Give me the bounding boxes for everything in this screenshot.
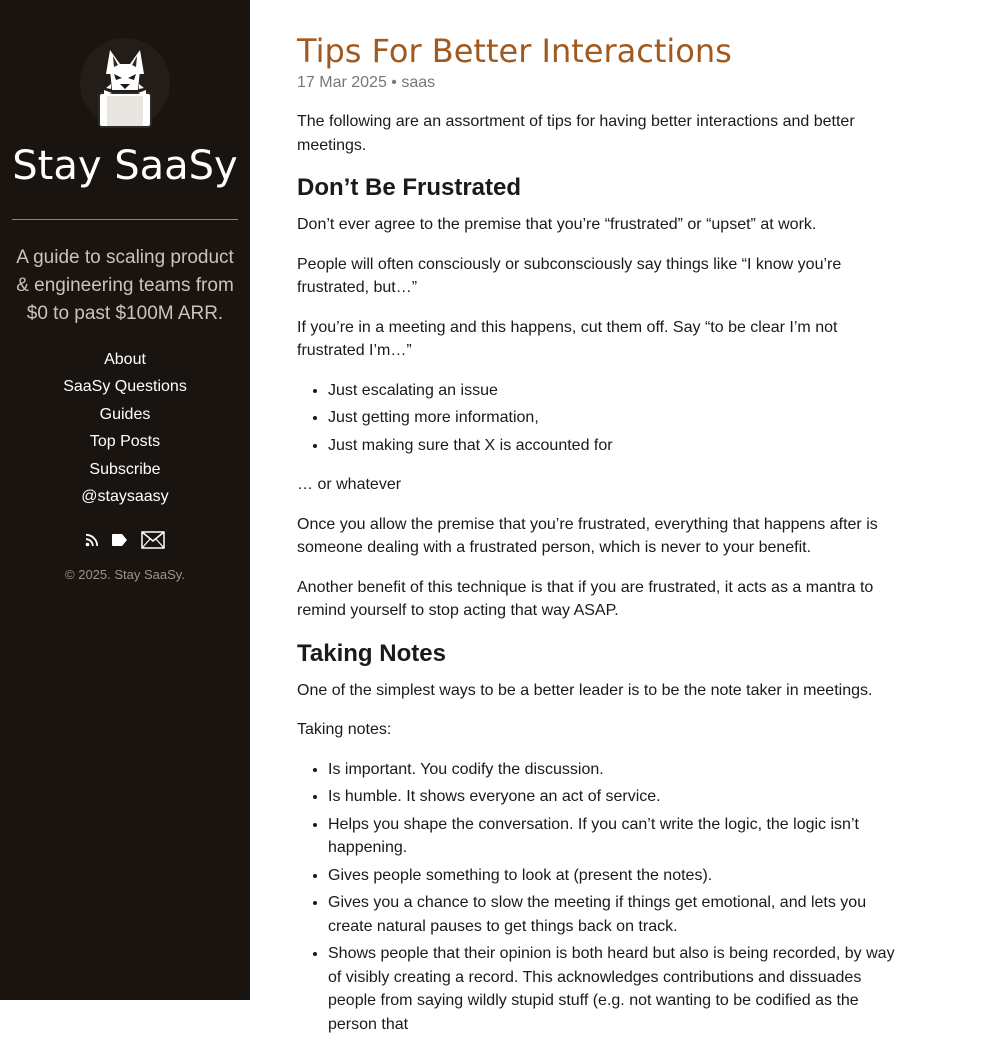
list-item: • Helps you shape the conversation. If you can’t write the logic, the logic isn’t happening. xyxy=(328,813,897,860)
list-item: • Gives people something to look at (present the notes). xyxy=(328,864,897,888)
social-links xyxy=(0,531,250,549)
section-heading-frustrated: Don’t Be Frustrated xyxy=(297,174,522,201)
paragraph: Once you allow the premise that you’re frustrated, everything that happens after is someone dealing with a frustrated person, which is never to your benefit. xyxy=(297,515,878,556)
list-item: • Just escalating an issue xyxy=(328,379,897,403)
site-tagline: A guide to scaling product & engineering teams from $0 to past $100M ARR. xyxy=(16,247,234,324)
nav-guides[interactable]: Guides xyxy=(99,405,151,423)
copyright-notice: © 2025. Stay SaaSy. xyxy=(65,567,185,582)
paragraph: … or whatever xyxy=(297,476,402,493)
sidebar-nav xyxy=(0,346,250,510)
section-heading-taking-notes: Taking Notes xyxy=(297,639,446,667)
post-content xyxy=(297,30,897,1052)
bullet-list xyxy=(297,758,897,1037)
post-tag[interactable]: saas xyxy=(401,74,436,91)
nav-twitter-handle[interactable]: @staysaasy xyxy=(81,488,169,506)
paragraph: If you’re in a meeting and this happens, cut them off. Say “to be clear I’m not frustrated I’m…” xyxy=(297,318,838,359)
avatar[interactable] xyxy=(80,38,170,128)
site-title[interactable]: Stay SaaSy xyxy=(12,143,238,189)
list-item: • Just getting more information, xyxy=(328,406,897,430)
sidebar-divider xyxy=(12,219,238,220)
post-date: 17 Mar 2025 xyxy=(297,74,387,91)
paragraph: People will often consciously or subconsciously say things like “I know you’re frustrated, but…” xyxy=(297,255,842,296)
paragraph: One of the simplest ways to be a better leader is to be the note taker in meetings. xyxy=(297,681,873,699)
nav-saasy-questions[interactable]: SaaSy Questions xyxy=(63,378,187,396)
mail-icon[interactable] xyxy=(141,531,165,549)
paragraph: Don’t ever agree to the premise that you’re “frustrated” or “upset” at work. xyxy=(297,216,817,233)
rss-icon[interactable] xyxy=(85,533,99,547)
post-title[interactable]: Tips For Better Interactions xyxy=(297,32,732,70)
paragraph: Taking notes: xyxy=(297,721,392,738)
sidebar xyxy=(0,0,250,1000)
bullet-list xyxy=(297,379,897,458)
list-item: • Is humble. It shows everyone an act of service. xyxy=(328,785,897,809)
wolf-logo-icon xyxy=(80,38,170,128)
nav-about[interactable]: About xyxy=(104,351,146,368)
list-item: • Just making sure that X is accounted for xyxy=(328,434,897,458)
list-item: • Shows people that their opinion is both heard but also is being recorded, by way of visibly creating a record. This acknowledges contributions and dissuades people from saying wildly stupid stuff (e.g. not wanting to be codified as the person that xyxy=(328,942,897,1036)
nav-subscribe[interactable]: Subscribe xyxy=(89,460,161,478)
meta-separator: • xyxy=(391,74,397,91)
paragraph: Another benefit of this technique is that if you are frustrated, it acts as a mantra to remind yourself to stop acting that way ASAP. xyxy=(297,578,874,619)
post-intro: The following are an assortment of tips for having better interactions and better meetings. xyxy=(297,113,855,154)
list-item: • Gives you a chance to slow the meeting if things get emotional, and lets you create natural pauses to get things back on track. xyxy=(328,891,897,938)
tag-icon[interactable] xyxy=(111,533,129,547)
list-item: • Is important. You codify the discussion. xyxy=(328,758,897,782)
nav-top-posts[interactable]: Top Posts xyxy=(89,433,161,451)
post-meta xyxy=(297,72,897,94)
